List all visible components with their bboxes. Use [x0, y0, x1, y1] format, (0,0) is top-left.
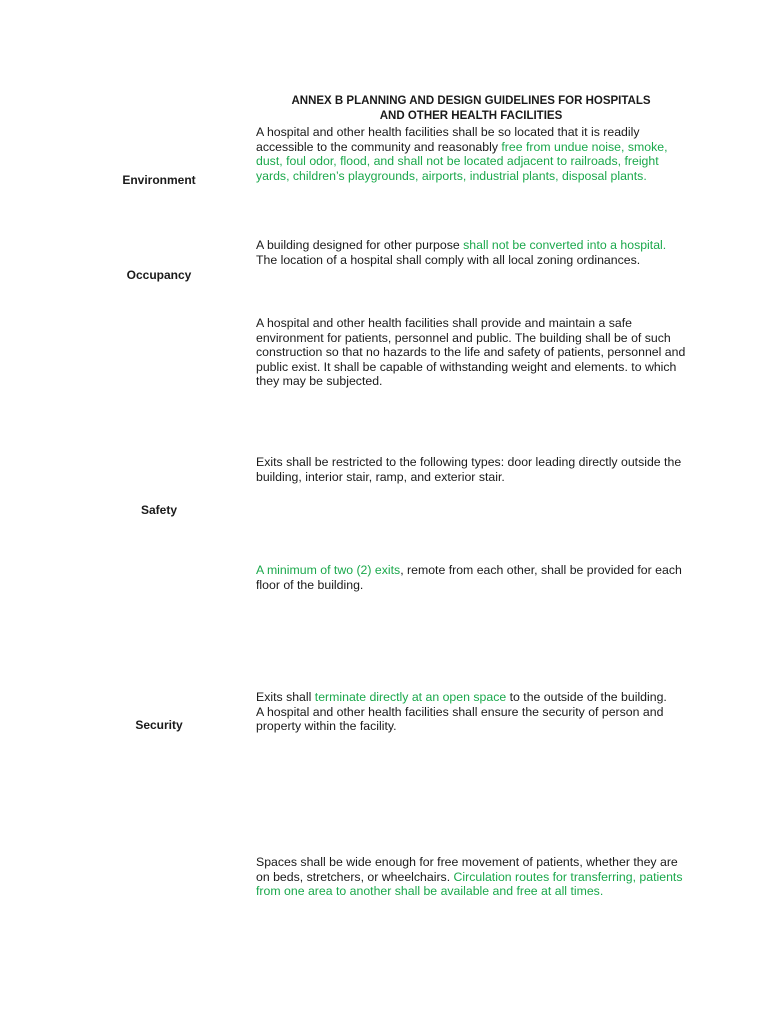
- paragraph-text: A hospital and other health facilities shall provide and maintain a safe environment for patients, personnel and public. The building shall be of such construction so that no hazards to the life and safety of patients, personnel and public exist. It shall be capable of withstanding weight and elements. to which they may be subjected.: [256, 316, 686, 389]
- paragraph-text: , remote from each other, shall be provided for each floor of the building.: [256, 563, 682, 592]
- paragraph-circulation: [256, 855, 688, 899]
- paragraph-text: A hospital and other health facilities shall be so located that it is readily accessible to the community and reasonably: [256, 125, 640, 154]
- paragraph-location: [256, 125, 688, 183]
- label-safety: Safety: [140, 503, 178, 517]
- highlighted-text: shall not be converted into a hospital.: [463, 238, 667, 252]
- label-environment: Environment: [122, 173, 196, 187]
- paragraph-building-purpose: [256, 238, 688, 267]
- document-title: [256, 94, 686, 124]
- title-line-1: ANNEX B PLANNING AND DESIGN GUIDELINES FOR HOSPITALS: [291, 95, 651, 107]
- paragraph-text: The location of a hospital shall comply with all local zoning ordinances.: [256, 252, 641, 267]
- highlighted-text: free from undue noise, smoke, dust, foul odor, flood, and shall not be located adjacent to railroads, freight yards, children’s playgrounds, airports, industrial plants, disposal plants.: [256, 139, 668, 183]
- paragraph-safe-environment: [256, 316, 688, 389]
- paragraph-text: Exits shall: [256, 690, 315, 704]
- paragraph-text: Spaces shall be wide enough for free movement of patients, whether they are on beds, stretchers, or wheelchairs.: [256, 855, 678, 884]
- label-occupancy: Occupancy: [126, 268, 192, 282]
- title-line-2: AND OTHER HEALTH FACILITIES: [379, 110, 563, 122]
- highlighted-text: terminate directly at an open space: [314, 690, 507, 704]
- paragraph-text: Exits shall be restricted to the following types: door leading directly outside the building, interior stair, ramp, and exterior stair.: [256, 455, 682, 484]
- highlighted-text: A minimum of two (2) exits: [256, 563, 401, 577]
- highlighted-text: Circulation routes for transferring, patients from one area to another shall be available and free at all times.: [256, 869, 683, 899]
- paragraph-text: A hospital and other health facilities shall ensure the security of person and property within the facility.: [256, 704, 664, 734]
- paragraph-exit-termination: [256, 690, 688, 734]
- paragraph-text: to the outside of the building.: [506, 690, 667, 704]
- label-security: Security: [135, 718, 183, 732]
- paragraph-text: A building designed for other purpose: [256, 238, 464, 252]
- paragraph-exit-types: [256, 455, 688, 484]
- paragraph-minimum-exits: [256, 563, 688, 592]
